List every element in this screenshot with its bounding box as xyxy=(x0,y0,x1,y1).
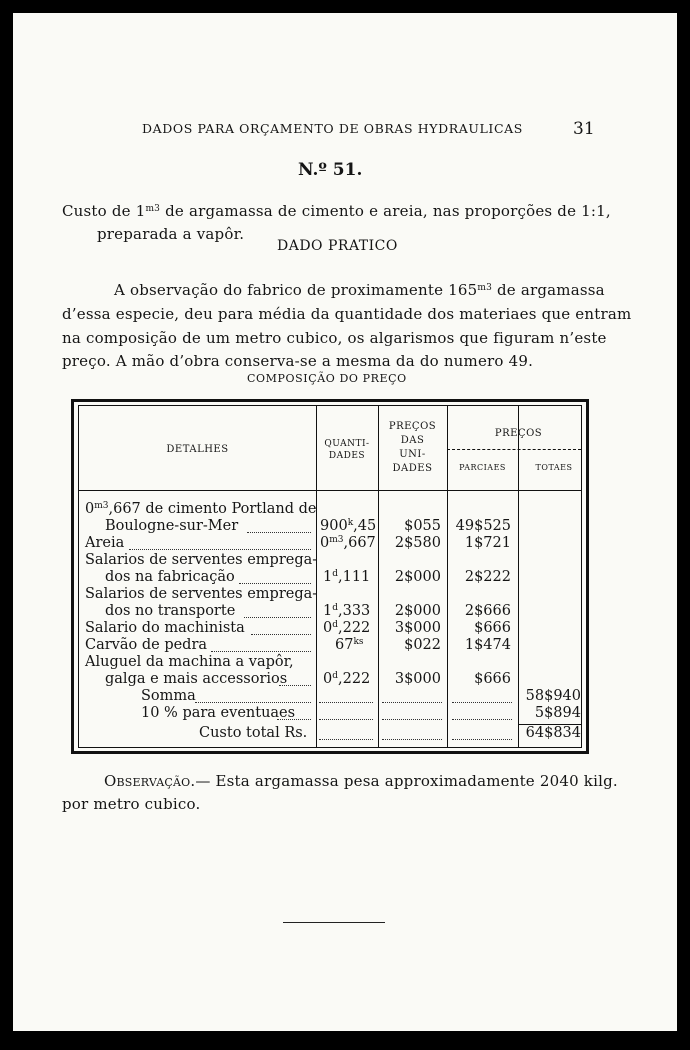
somma-label: Somma xyxy=(141,688,196,704)
paragraph-line-1: A observação do fabrico de proximamente $165^{m3}$ de argamassa xyxy=(114,281,605,299)
quantity-cell: 1$^d$,111 xyxy=(323,569,371,585)
header-detalhes: DETALHES xyxy=(166,444,229,455)
section-number: N.º 51. xyxy=(298,160,363,180)
footer-rule xyxy=(283,922,385,923)
partial-cell: $666 xyxy=(474,671,511,687)
header-parciaes: PARCIAES xyxy=(459,463,506,472)
paragraph-line-3: na composição de um metro cubico, os algarismos que figuram n’este xyxy=(62,329,607,347)
unit-price-cell: 2$000 xyxy=(394,603,441,619)
table-row-cont: dos no transporte xyxy=(105,603,236,619)
partial-cell: 2$222 xyxy=(464,569,511,585)
table-row: $0^{m3},667$ de cimento Portland de xyxy=(85,501,317,517)
partial-cell: 49$525 xyxy=(455,518,511,534)
custo-total-label: Custo total Rs. xyxy=(199,725,308,741)
intro-line-2: preparada a vapôr. xyxy=(97,225,245,243)
header-precos: PREÇOS xyxy=(494,428,543,439)
table-row-cont: dos na fabricação xyxy=(105,569,235,585)
somma-total: 58$940 xyxy=(525,688,581,704)
partial-cell: 1$721 xyxy=(464,535,511,551)
header-precos-unidades: PREÇOS DAS UNI- DADES xyxy=(388,421,437,474)
partial-cell: $666 xyxy=(474,620,511,636)
price-table xyxy=(71,399,589,754)
partial-cell: 1$474 xyxy=(464,637,511,653)
quantity-cell: 1$^d$,333 xyxy=(323,603,371,619)
quantity-cell: 0$^d$,222 xyxy=(323,620,371,636)
page-number: 31 xyxy=(573,119,595,139)
unit-price-cell: $055 xyxy=(404,518,441,534)
partial-cell: 2$666 xyxy=(464,603,511,619)
quantity-cell: 900$^k$,45 xyxy=(320,518,377,534)
table-title: COMPOSIÇÃO DO PREÇO xyxy=(247,372,407,385)
custo-total-value: 64$834 xyxy=(525,725,581,741)
header-totaes: TOTAES xyxy=(535,463,573,472)
eventuaes-label: 10 % para eventuaes xyxy=(141,705,296,721)
table-row: Aluguel da machina a vapôr, xyxy=(85,654,294,670)
quantity-cell: $67^{ks}$ xyxy=(335,637,364,653)
unit-price-cell: 3$000 xyxy=(394,620,441,636)
eventuaes-total: 5$894 xyxy=(534,705,581,721)
table-row-cont: Boulogne-sur-Mer xyxy=(105,518,239,534)
running-title: DADOS PARA ORÇAMENTO DE OBRAS HYDRAULICAS xyxy=(142,121,523,136)
unit-price-cell: 2$580 xyxy=(394,535,441,551)
quantity-cell: $0^{m3},667$ xyxy=(320,535,376,551)
table-row: Salarios de serventes emprega- xyxy=(85,586,318,602)
unit-price-cell: 2$000 xyxy=(394,569,441,585)
unit-price-cell: 3$000 xyxy=(394,671,441,687)
subheading: DADO PRATICO xyxy=(277,238,398,254)
table-row-cont: galga e mais accessorios xyxy=(105,671,288,687)
unit-price-cell: $022 xyxy=(404,637,441,653)
table-row: Carvão de pedra xyxy=(85,637,208,653)
table-row: Areia xyxy=(85,535,125,551)
intro-line-1: Custo de $1^{m3}$ de argamassa de cimento e areia, nas proporções de 1:1, xyxy=(62,202,611,220)
paragraph-line-2: d’essa especie, deu para média da quantidade dos materiaes que entram xyxy=(62,305,632,323)
quantity-cell: 0$^d$,222 xyxy=(323,671,371,687)
observation-line-1: Observação.— Esta argamassa pesa approximadamente 2040 kilg. xyxy=(104,772,618,790)
observation-line-2: por metro cubico. xyxy=(62,795,201,813)
table-row: Salarios de serventes emprega- xyxy=(85,552,318,568)
header-quantidades: QUANTI- DADES xyxy=(324,439,370,461)
paragraph-line-4: preço. A mão d’obra conserva-se a mesma da do numero 49. xyxy=(62,352,534,370)
table-row: Salario do machinista xyxy=(85,620,245,636)
